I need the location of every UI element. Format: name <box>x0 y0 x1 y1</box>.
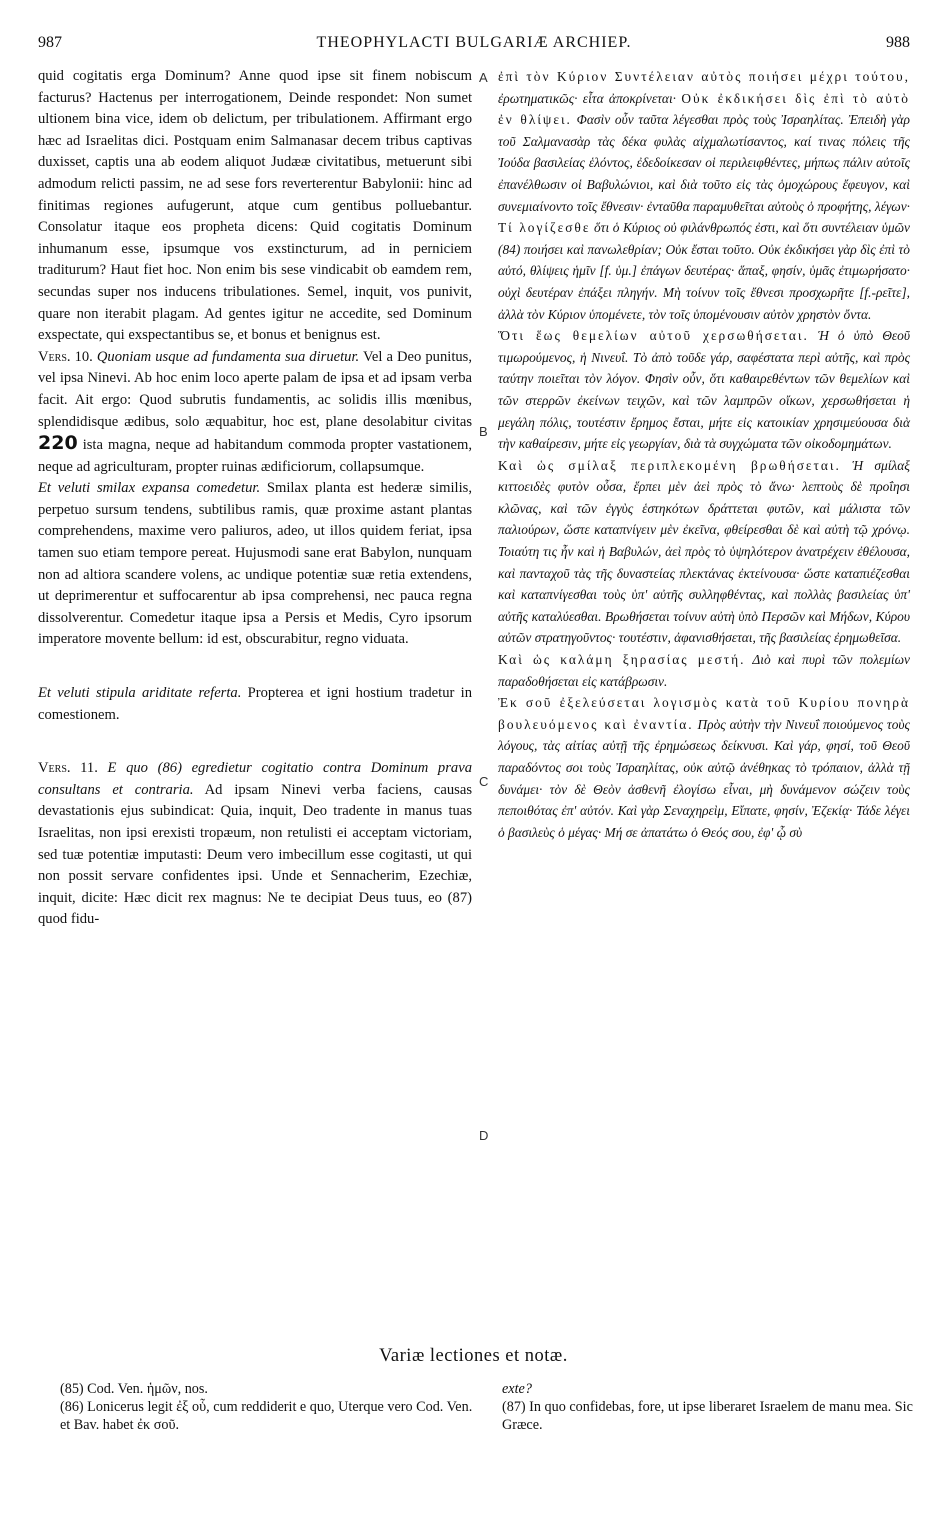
column-number-220: 220 <box>38 432 78 455</box>
spacer <box>38 651 472 683</box>
latin-text-1: quid cogitatis erga Dominum? Anne quod ipse sit finem nobiscum facturus? Hactenus per interrogationem, Deinde respondet: Non sumet ultionem bina vice, idem ob delictum, per tribulationem. Affirmant ergo hæc ad Israelitas dici. Postquam enim Salmanasar decem tribus captivas duxisset, captis una ab eodem aliquot Judææ civitatibus, metuerunt sibi admodum relicti passim, ne ad sese fors reverterentur Babylonii: hinc ad finitimas regiones aufugerunt, atque cum gentibus polluebantur. Consolatur itaque eos propheta dicens: Quid cogitatis Dominum inhumanum esse, ipsumque vos exstincturum, ad in perniciem traditurum? Haut fiet hoc. Non enim bis sese vindicabit ob eamdem rem, secundas super nos inducens tribulationes. Semel, inquit, vos punivit, quare non iterabit plagam. Ad gentes igitur ne accedite, sed Dominum exspectate, qui exspectantibus se, et bonus et benignus est. <box>38 68 472 344</box>
note-86: (86) Lonicerus legit ἐξ οὗ, cum reddiderit e quo, Uterque vero Cod. Ven. et Bav. habet ἐκ σοῦ. <box>60 1399 473 1433</box>
notes-right-column <box>502 1380 920 1434</box>
greek-text-4: Ἡ σμίλαξ κιττοειδὲς φυτὸν οὖσα, ἕρπει μὲν ἀεὶ πρὸς τὸ ἄνω· λεπτοὺς δὲ προΐησι κλῶνας, καὶ τῶν ἐγγὺς ἑστηκότων δράττεται φυτῶν, καὶ μάλιστα τῶν παλιούρων, ὥστε καταπνίγειν μὲν ἐκεῖνα, φθείρεσθαι δὲ καὶ αὐτὴ τῷ χρόνῳ. Τοιαύτη τις ἦν καὶ ἡ Βαβυλών, ἀεὶ πρὸς τὸ ὑψηλότερον ἀνατρέχειν ἐθέλουσα, καὶ πανταχοῦ τὰς τῆς δυναστείας πλεκτάνας ἐκτείνουσα· ὥστε καταπιέζεσθαι καὶ καταπνίγεσθαι τοὺς ὑπ' αὐτῆς συλληφθέντας, καὶ πολλὰς βασιλείας ὑπ' αὐτῆς καταλύεσθαι. Βρωθήσεται τοίνυν αὐτὴ ὑπὸ Περσῶν καὶ Μήδων, Κύρου αὐτῶν στρατηγοῦντος· τουτέστιν, ἀφανισθήσεται, τῆς βασιλείας ἐρημωθεῖσα. <box>498 457 910 646</box>
latin-column <box>38 66 472 931</box>
latin-paragraph-3 <box>38 478 472 651</box>
greek-lemma-1b: Οὐκ ἐκδικήσει δὶς ἐπὶ τὸ αὐτὸ ἐν θλίψει. <box>498 90 910 128</box>
latin-text-5: Ad ipsam Ninevi verba faciens, causas devastationis ejus subindicat: Quia, inquit, Deo tradente in manus tuas Israelitas, non ipsi erexisti tropæum, non retulisti ei acceptam victoriam, sed tuæ potentiæ imputasti: Deum vero imbecillum esse cogitasti, ut qui non possit servare confidentes ipsi. Unde et Sennacherim, Ezechiæ, inquit, dicite: Hæc dicit rex magnus: Ne te decipiat Deus tuus, eo (87) quod fidu- <box>38 781 473 928</box>
greek-text-2: Φασὶν οὖν ταῦτα λέγεσθαι πρὸς τοὺς Ἰσραηλίτας. Ἐπειδὴ γὰρ τοῦ Σαλμανασὰρ τὰς δέκα φυλὰς αἰχμαλωτίσαντος, καί τινας πόλεις τῆς Ἰούδα βασιλείας ἑλόντος, ἐδεδοίκεσαν οἱ περιλειφθέντες, μήπως πάλιν αὐτοῖς ἐπανέλθωσιν οἱ Βαβυλώνιοι, καὶ διὰ τοῦτο εἰς τὰς ὁμοχώρους ἔφευγον, καὶ συνεμιαίνοντο τοῖς ἔθνεσιν· ἐνταῦθα παραμυθεῖται αὐτοὺς ὁ προφήτης, λέγων· <box>498 112 910 214</box>
greek-lemma-3: Ὅτι ἕως θεμελίων αὐτοῦ χερσωθήσεται. <box>498 328 809 344</box>
verse-label-11: Vers. 11. <box>38 760 98 777</box>
greek-paragraph-4 <box>498 649 910 692</box>
greek-paragraph-1 <box>498 66 910 325</box>
greek-lemma-2: Τί λογίζεσθε <box>498 220 591 236</box>
running-title: THEOPHYLACTI BULGARIÆ ARCHIEP. <box>316 34 632 51</box>
greek-lemma-1: ἐπὶ τὸν Κύριον Συντέλειαν αὐτὸς ποιήσει μέχρι τούτου, <box>498 69 910 84</box>
greek-paragraph-5 <box>498 692 910 843</box>
spacer <box>38 726 472 758</box>
latin-paragraph-1 <box>38 66 472 347</box>
greek-paragraph-3 <box>498 455 910 649</box>
greek-text-1: ἐρωτηματικῶς· εἶτα ἀποκρίνεται· <box>498 90 677 106</box>
greek-lemma-6: Ἐκ σοῦ ἐξελεύσεται λογισμὸς κατὰ τοῦ Κυρίου πονηρὰ βουλευόμενος καὶ ἐναντία. <box>498 695 910 732</box>
verse-lemma-10: Quoniam usque ad fundamenta sua diruetur. <box>96 348 360 365</box>
notes-heading: Variæ lectiones et notæ. <box>379 1346 568 1366</box>
margin-marker-b: B <box>479 424 488 439</box>
page-number-left: 987 <box>38 34 62 51</box>
greek-text-6: Πρὸς αὐτὴν τὴν Νινευΐ ποιούμενος τοὺς λόγους, τὰς αἰτίας αὐτῇ τῆς ἐρημώσεως δείκνυσι. Καὶ γάρ, φησί, τοῦ Θεοῦ παραδόντος σοι τοὺς Ἰσραηλίτας, οὐκ αὐτῷ ἀνέθηκας τὸ τρόπαιον, ἀλλὰ τῇ δυνάμει· τὸν δὲ Θεὸν ἀσθενῆ ἐλογίσω εἶναι, μὴ δυνάμενον σώζειν τοὺς πεποιθότας ἐπ' αὐτόν. Καὶ γὰρ Σεναχηρεὶμ, Εἴπατε, φησίν, Ἐζεκίᾳ· Τάδε λέγει ὁ βασιλεὺς ὁ μέγας· Μή σε ἀπατάτω ὁ Θεός σου, ἐφ' ᾧ σὺ <box>498 716 910 840</box>
greek-text-3: Ἡ ὁ ὑπὸ Θεοῦ τιμωρούμενος, ἡ Νινευΐ. Τὸ ἀπὸ τοῦδε γάρ, σαφέστατα περὶ αὐτῆς, καὶ πρὸς ταύτην ποιεῖται τὸν λόγον. Φησὶν οὖν, ὅτι καθαιρεθέντων τῶν θεμελίων καὶ τῶν στερρῶν ἐκείνων τειχῶν, καὶ τῶν λαμπρῶν οἴκων, χερσωθήσεται ἡ μεγάλη πόλις, τουτέστιν ἔρημος ἔσται, μήτε εἰς κατοικίαν χρησιμεύουσα διὰ τὴν καθαίρεσιν, μήτε εἰς γεωργίαν, διὰ τὰ συγχώματα τῶν οἰκοδομημάτων. <box>498 328 910 452</box>
greek-text-2b: ὅτι ὁ Κύριος οὐ φιλάνθρωπός ἐστι, καὶ ὅτι συντέλειαν ὑμῶν (84) ποιήσει καὶ πανωλεθρίαν; Οὐκ ἔσται τοῦτο. Οὐκ ἐκδικήσει γὰρ δὶς ἐπὶ τὸ αὐτό, θλίψεις ἡμῖν [f. ὑμ.] ἐπάγων δευτέρας· ἅπαξ, φησίν, ὑμᾶς ἐτιμωρήσατο· οὐχὶ δευτέραν ἐπάξει πληγήν. Μὴ τοίνυν τοῖς ἔθνεσι προσχωρῆτε [f.-ρεῖτε], ἀλλὰ τὸν Κύριον ὑπομένετε, τὸν τοῖς ὑπομένουσιν αὐτὸν χρηστὸν ὄντα. <box>498 220 910 322</box>
note-87: (87) In quo confidebas, fore, ut ipse liberaret Israelem de manu mea. Sic Græce. <box>502 1399 913 1433</box>
latin-text-2: Vel a Deo punitus, vel ipsa Ninevi. Ab hoc enim loco aperte palam de ipsa et ad ipsam verba facit. Ait ergo: Quod subrutis fundamentis, ac solidis illis mœnibus, splendidisque ædibus, solo æquabitur, hoc est, plane desolabitur civitas <box>38 348 472 430</box>
lemma-smilax: Et veluti smilax expansa comedetur. <box>38 480 261 497</box>
latin-text-2b: ista magna, neque ad habitandum commoda propter vastationem, neque ad agriculturam, propter ruinas ædificiorum, collapsumque. <box>38 437 472 475</box>
latin-text-4: Propterea et igni hostium tradetur in comestionem. <box>38 685 472 723</box>
page-header <box>38 34 910 60</box>
greek-text-5: Διὸ καὶ πυρὶ τῶν πολεμίων παραδοθήσεται εἰς κατάβρωσιν. <box>498 652 910 689</box>
verse-label-10: Vers. 10. <box>38 348 93 365</box>
note-86-continuation: exte? <box>502 1381 532 1397</box>
margin-marker-a: A <box>479 70 488 85</box>
latin-text-3: Smilax planta est hederæ similis, perpetuo sursum tendens, subtilibus ramis, quæ proxime astant plantas comprehendens, maxime vero paliuros, adeo, ut illos quidem feriat, ipsa tamen suo etiam tempore pereat. Hujusmodi sane erat Babylon, nunquam non ad altiora scandere volens, ac undique potentiæ suæ retia extendens, ut deprimerentur et suffocarentur ab ipsa comprehensi, nec pauca regna dissolverentur. Comedetur itaque ipsa a Persis et Medis, Cyro ipsorum imperatore movente bellum: id est, obscurabitur, regno viduata. <box>38 480 472 648</box>
page-number-right: 988 <box>886 34 910 51</box>
lemma-stipula: Et veluti stipula ariditate referta. <box>38 685 242 702</box>
note-85: (85) Cod. Ven. ἡμῶν, nos. <box>60 1381 208 1397</box>
greek-lemma-5: Καὶ ὡς καλάμη ξηρασίας μεστή. <box>498 652 746 668</box>
greek-column <box>498 66 910 843</box>
verse-lemma-11: E quo (86) egredietur cogitatio contra Dominum prava consultans et contraria. <box>38 760 472 798</box>
greek-paragraph-2 <box>498 325 910 455</box>
latin-paragraph-2 <box>38 347 472 479</box>
latin-paragraph-5 <box>38 758 472 931</box>
margin-marker-d: D <box>479 1128 489 1143</box>
notes-left-column <box>60 1380 480 1434</box>
greek-lemma-4: Καὶ ὡς σμίλαξ περιπλεκομένη βρωθήσεται. <box>498 457 841 473</box>
margin-marker-c: C <box>479 774 489 789</box>
latin-paragraph-4 <box>38 683 472 726</box>
